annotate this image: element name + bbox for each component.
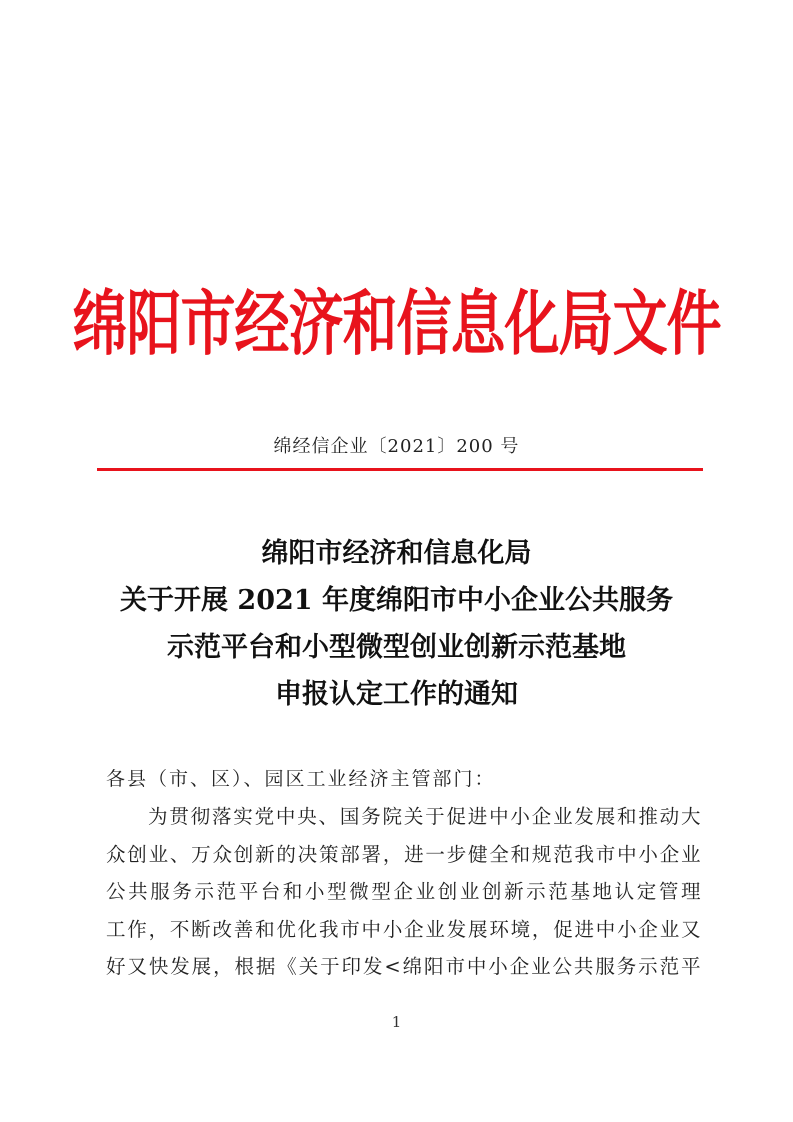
salutation: 各县（市、区）、园区工业经济主管部门： (106, 768, 496, 790)
body-paragraph (106, 798, 712, 986)
notice-title (0, 530, 793, 718)
page-number: 1 (391, 1013, 402, 1031)
issuer-header-title: 绵阳市经济和信息化局文件 (72, 282, 721, 365)
paragraph-line: 众创业、万众创新的决策部署，进一步健全和规范我市中小企业 (106, 842, 702, 866)
title-line: 申报认定工作的通知 (275, 679, 518, 710)
paragraph-line: 为贯彻落实党中央、国务院关于促进中小企业发展和推动大 (148, 805, 702, 828)
title-line: 示范平台和小型微型创业创新示范基地 (167, 632, 626, 663)
document-number: 绵经信企业〔2021〕200 号 (273, 436, 520, 457)
paragraph-line: 好又快发展，根据《关于印发<绵阳市中小企业公共服务示范平 (106, 955, 702, 978)
paragraph-line: 公共服务示范平台和小型微型企业创业创新示范基地认定管理 (106, 880, 702, 903)
title-line: 关于开展 2021 年度绵阳市中小企业公共服务 (120, 585, 673, 616)
red-separator-line (97, 468, 703, 471)
title-line: 绵阳市经济和信息化局 (261, 538, 532, 569)
paragraph-line: 工作，不断改善和优化我市中小企业发展环境，促进中小企业又 (106, 917, 702, 941)
